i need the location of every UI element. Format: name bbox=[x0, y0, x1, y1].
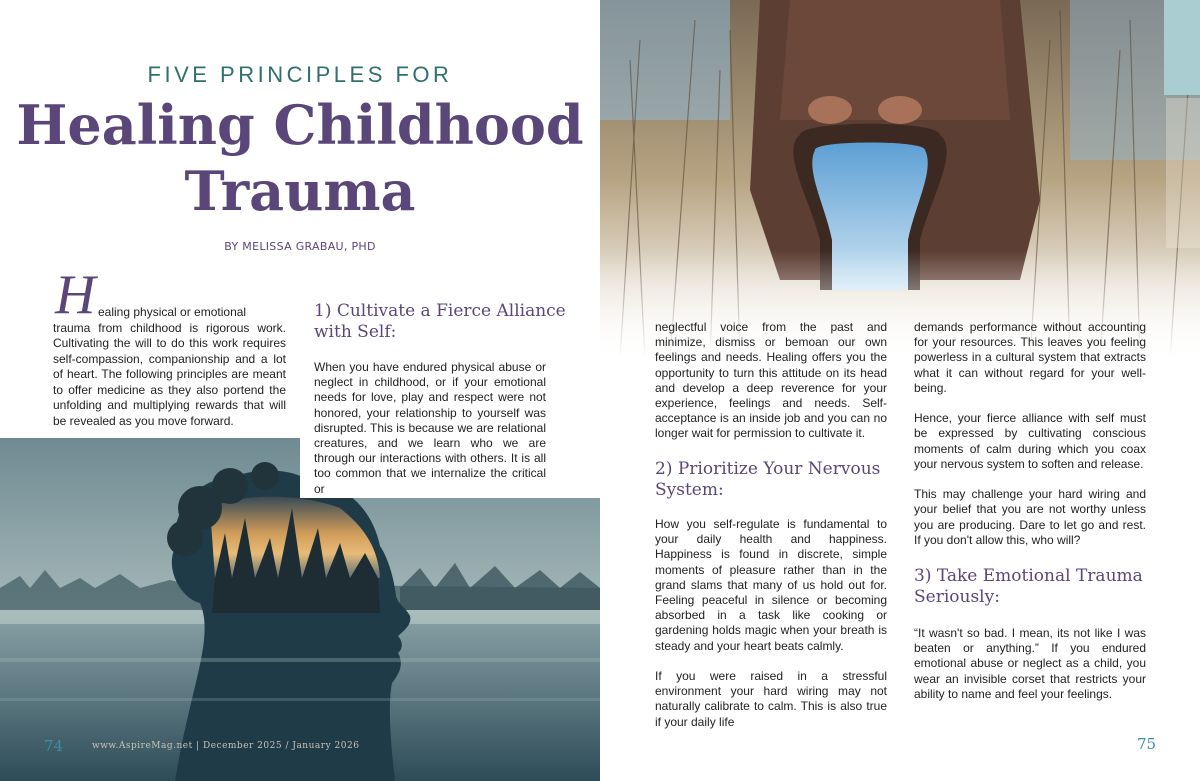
page-edge-tab-faded bbox=[1166, 98, 1200, 248]
section2-body bbox=[655, 517, 887, 730]
section1-heading: 1) Cultivate a Fierce Alliance with Self: bbox=[314, 301, 566, 342]
column3-paragraph-2: Hence, your fierce alliance with self must be expressed by cultivating conscious moments of calm during which you coax your nervous system to soften and release. bbox=[914, 411, 1146, 471]
mirror-in-grass-photo bbox=[600, 0, 1200, 360]
title-line-2: Trauma bbox=[184, 159, 416, 223]
column3-paragraph-1: demands performance without accounting for your resources. This leaves you feeling powerless in a cultural system that extracts what it can without regard for your well-being. bbox=[914, 320, 1146, 395]
section1-body: When you have endured physical abuse or neglect in childhood, or if your emotional needs for love, play and respect were not honored, your relationship to yourself was disrupted. This is because we are relational creatures, and we learn who we are through our interactions with others. It is all too common that we internalize the critical or bbox=[314, 360, 546, 496]
page-edge-tab bbox=[1164, 0, 1200, 95]
column3-paragraph-3: This may challenge your hard wiring and your belief that you are not worthy unless you are producing. Dare to let go and rest. If you don't allow this, who will? bbox=[914, 487, 1146, 547]
page-number-right: 75 bbox=[1137, 735, 1157, 753]
intro-text: trauma from childhood is rigorous work. Cultivating the will to do this work requires self-compassion, companionship and a lot of heart. The following principles are meant to offer medicine as they also portend the unfolding and multiplying rewards that will be revealed as you move forward. bbox=[53, 320, 286, 428]
article-kicker: FIVE PRINCIPLES FOR bbox=[147, 62, 453, 87]
intro-first-line: ealing physical or emotional bbox=[98, 305, 247, 319]
section3-body: “It wasn't so bad. I mean, its not like I was beaten or anything.” If you endured emotional abuse or neglect as a child, you wear an invisible corset that restricts your ability to name and feel your feelings. bbox=[914, 626, 1146, 701]
page-number-left: 74 bbox=[44, 737, 64, 755]
article-title bbox=[10, 92, 590, 224]
section1-body-continued: neglectful voice from the past and minimize, dismiss or bemoan our own feelings and needs. Healing offers you the opportunity to turn this attitude on its head and develop a deep reverence for your experience, feelings and needs. Self-acceptance is an inside job and you can no longer wait for permission to cultivate it. bbox=[655, 320, 887, 441]
drop-cap: H bbox=[55, 264, 96, 326]
byline: BY MELISSA GRABAU, PHD bbox=[224, 240, 376, 253]
intro-paragraph bbox=[53, 264, 286, 429]
section2-paragraph-1: How you self-regulate is fundamental to your daily health and happiness. Happiness is found in discrete, simple moments of pleasure rather than in the grand slams that many of us hold out for. Feeling peaceful in silence or becoming absorbed in a task like cooking or gardening holds magic when your breath is steady and your heart beats calmly. bbox=[655, 517, 887, 653]
section2-heading: 2) Prioritize Your Nervous System: bbox=[655, 459, 881, 500]
section2-body-continued bbox=[914, 320, 1146, 548]
section2-paragraph-2: If you were raised in a stressful environment your hard wiring may not naturally calibrate to calm. This is also true if your daily life bbox=[655, 669, 887, 729]
section3-heading: 3) Take Emotional Trauma Seriously: bbox=[914, 566, 1143, 607]
footer-publication-line: www.AspireMag.net | December 2025 / January 2026 bbox=[92, 741, 360, 751]
title-line-1: Healing Childhood bbox=[16, 93, 584, 157]
